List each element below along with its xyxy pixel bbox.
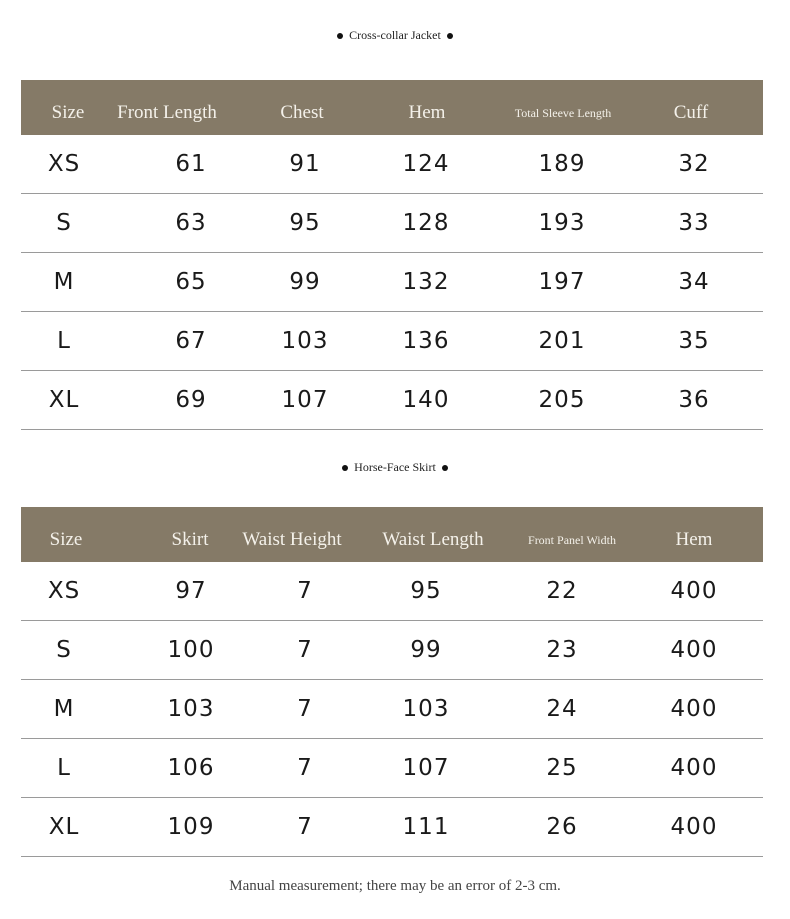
cell-skirt: 106 <box>167 755 215 781</box>
cell-waist-length: 111 <box>402 814 450 840</box>
cell-front-length: 67 <box>175 328 207 354</box>
jacket-title: Cross-collar Jacket <box>0 28 790 43</box>
header-front-length: Front Length <box>117 102 217 123</box>
cell-hem: 400 <box>670 637 718 663</box>
table-row <box>21 798 763 857</box>
bullet-icon <box>442 465 448 471</box>
table-row <box>21 253 763 312</box>
cell-size: L <box>57 755 71 781</box>
cell-chest: 103 <box>281 328 329 354</box>
cell-hem: 136 <box>402 328 450 354</box>
cell-waist-length: 107 <box>402 755 450 781</box>
cell-skirt: 97 <box>175 578 207 604</box>
cell-cuff: 36 <box>678 387 710 413</box>
cell-hem: 140 <box>402 387 450 413</box>
header-cuff: Cuff <box>673 102 709 123</box>
cell-waist-height: 7 <box>297 637 313 663</box>
cell-size: M <box>53 696 75 722</box>
cell-chest: 91 <box>289 151 321 177</box>
cell-chest: 99 <box>289 269 321 295</box>
table-header-row <box>21 80 763 135</box>
table-row <box>21 194 763 253</box>
jacket-size-table <box>21 80 763 430</box>
cell-waist-height: 7 <box>297 814 313 840</box>
cell-waist-length: 103 <box>402 696 450 722</box>
header-size: Size <box>49 529 83 550</box>
cell-waist-height: 7 <box>297 578 313 604</box>
bullet-icon <box>342 465 348 471</box>
cell-front-panel-width: 22 <box>546 578 578 604</box>
table-row <box>21 135 763 194</box>
cell-total-sleeve-length: 193 <box>538 210 586 236</box>
cell-hem: 400 <box>670 578 718 604</box>
table-row <box>21 621 763 680</box>
bullet-icon <box>337 33 343 39</box>
cell-waist-height: 7 <box>297 755 313 781</box>
cell-size: XS <box>47 151 81 177</box>
cell-front-length: 63 <box>175 210 207 236</box>
cell-front-length: 69 <box>175 387 207 413</box>
header-waist-length: Waist Length <box>382 529 484 550</box>
cell-front-length: 61 <box>175 151 207 177</box>
cell-hem: 128 <box>402 210 450 236</box>
cell-waist-height: 7 <box>297 696 313 722</box>
cell-front-panel-width: 26 <box>546 814 578 840</box>
cell-skirt: 103 <box>167 696 215 722</box>
table-row <box>21 371 763 430</box>
cell-hem: 400 <box>670 814 718 840</box>
header-skirt: Skirt <box>171 529 209 550</box>
header-size: Size <box>51 102 85 123</box>
header-front-panel-width: Front Panel Width <box>528 533 616 547</box>
table-row <box>21 562 763 621</box>
cell-size: L <box>57 328 71 354</box>
cell-hem: 132 <box>402 269 450 295</box>
cell-front-length: 65 <box>175 269 207 295</box>
cell-chest: 95 <box>289 210 321 236</box>
cell-size: S <box>56 210 72 236</box>
cell-total-sleeve-length: 201 <box>538 328 586 354</box>
bullet-icon <box>447 33 453 39</box>
cell-size: XL <box>48 387 80 413</box>
skirt-size-table <box>21 507 763 857</box>
header-hem: Hem <box>675 529 713 550</box>
cell-front-panel-width: 25 <box>546 755 578 781</box>
cell-cuff: 34 <box>678 269 710 295</box>
header-total-sleeve-length: Total Sleeve Length <box>514 106 612 120</box>
cell-hem: 400 <box>670 696 718 722</box>
cell-size: XS <box>47 578 81 604</box>
cell-size: M <box>53 269 75 295</box>
header-hem: Hem <box>408 102 446 123</box>
cell-front-panel-width: 24 <box>546 696 578 722</box>
cell-total-sleeve-length: 197 <box>538 269 586 295</box>
table-row <box>21 312 763 371</box>
cell-total-sleeve-length: 205 <box>538 387 586 413</box>
skirt-title: Horse-Face Skirt <box>0 460 790 475</box>
cell-total-sleeve-length: 189 <box>538 151 586 177</box>
cell-skirt: 100 <box>167 637 215 663</box>
header-waist-height: Waist Height <box>242 529 342 550</box>
header-chest: Chest <box>280 102 324 123</box>
cell-size: S <box>56 637 72 663</box>
cell-waist-length: 99 <box>410 637 442 663</box>
cell-cuff: 32 <box>678 151 710 177</box>
cell-waist-length: 95 <box>410 578 442 604</box>
cell-chest: 107 <box>281 387 329 413</box>
table-row <box>21 739 763 798</box>
cell-skirt: 109 <box>167 814 215 840</box>
cell-cuff: 33 <box>678 210 710 236</box>
cell-size: XL <box>48 814 80 840</box>
cell-front-panel-width: 23 <box>546 637 578 663</box>
measurement-note: Manual measurement; there may be an error of 2-3 cm. <box>229 878 561 894</box>
cell-hem: 124 <box>402 151 450 177</box>
cell-cuff: 35 <box>678 328 710 354</box>
table-row <box>21 680 763 739</box>
cell-hem: 400 <box>670 755 718 781</box>
table-header-row <box>21 507 763 562</box>
